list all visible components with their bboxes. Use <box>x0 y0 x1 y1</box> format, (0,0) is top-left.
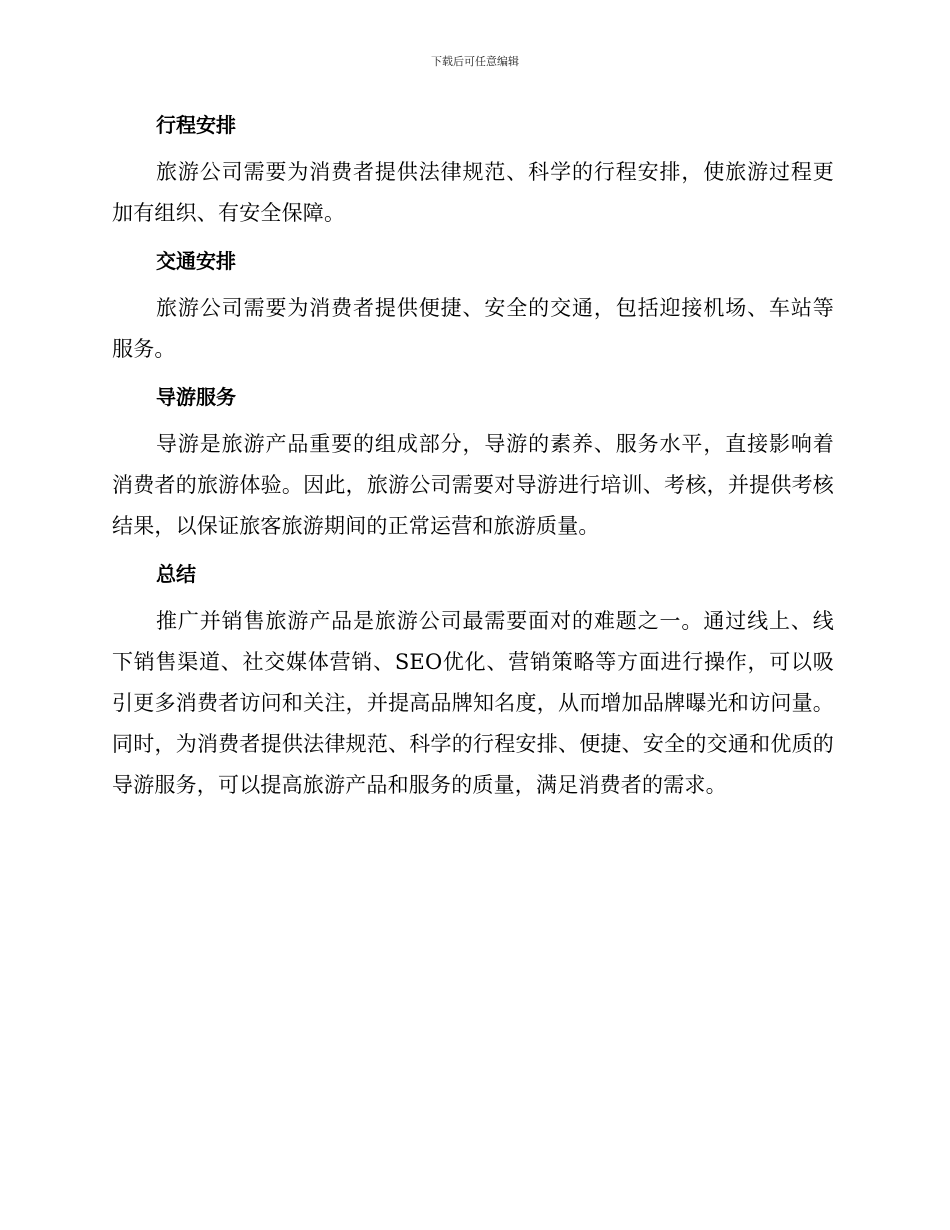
section-paragraph: 旅游公司需要为消费者提供法律规范、科学的行程安排，使旅游过程更加有组织、有安全保障。 <box>112 160 834 225</box>
section-paragraph: 旅游公司需要为消费者提供便捷、安全的交通，包括迎接机场、车站等服务。 <box>112 296 834 361</box>
document-body <box>112 110 834 818</box>
page-header: 下载后可任意编辑 <box>431 55 519 68</box>
section-heading: 行程安排 <box>156 113 236 137</box>
section-guide-service <box>112 382 834 547</box>
section-transportation <box>112 246 834 370</box>
section-itinerary <box>112 110 834 234</box>
section-heading: 导游服务 <box>156 385 236 409</box>
section-heading: 交通安排 <box>156 249 236 273</box>
section-paragraph: 导游是旅游产品重要的组成部分，导游的素养、服务水平，直接影响着消费者的旅游体验。因此，旅游公司需要对导游进行培训、考核，并提供考核结果，以保证旅客旅游期间的正常运营和旅游质量。 <box>112 432 834 538</box>
section-heading: 总结 <box>156 562 196 586</box>
section-paragraph: 推广并销售旅游产品是旅游公司最需要面对的难题之一。通过线上、线下销售渠道、社交媒体营销、SEO优化、营销策略等方面进行操作，可以吸引更多消费者访问和关注，并提高品牌知名度，从而增加品牌曝光和访问量。同时，为消费者提供法律规范、科学的行程安排、便捷、安全的交通和优质的导游服务，可以提高旅游产品和服务的质量，满足消费者的需求。 <box>112 609 834 797</box>
section-summary <box>112 559 834 806</box>
